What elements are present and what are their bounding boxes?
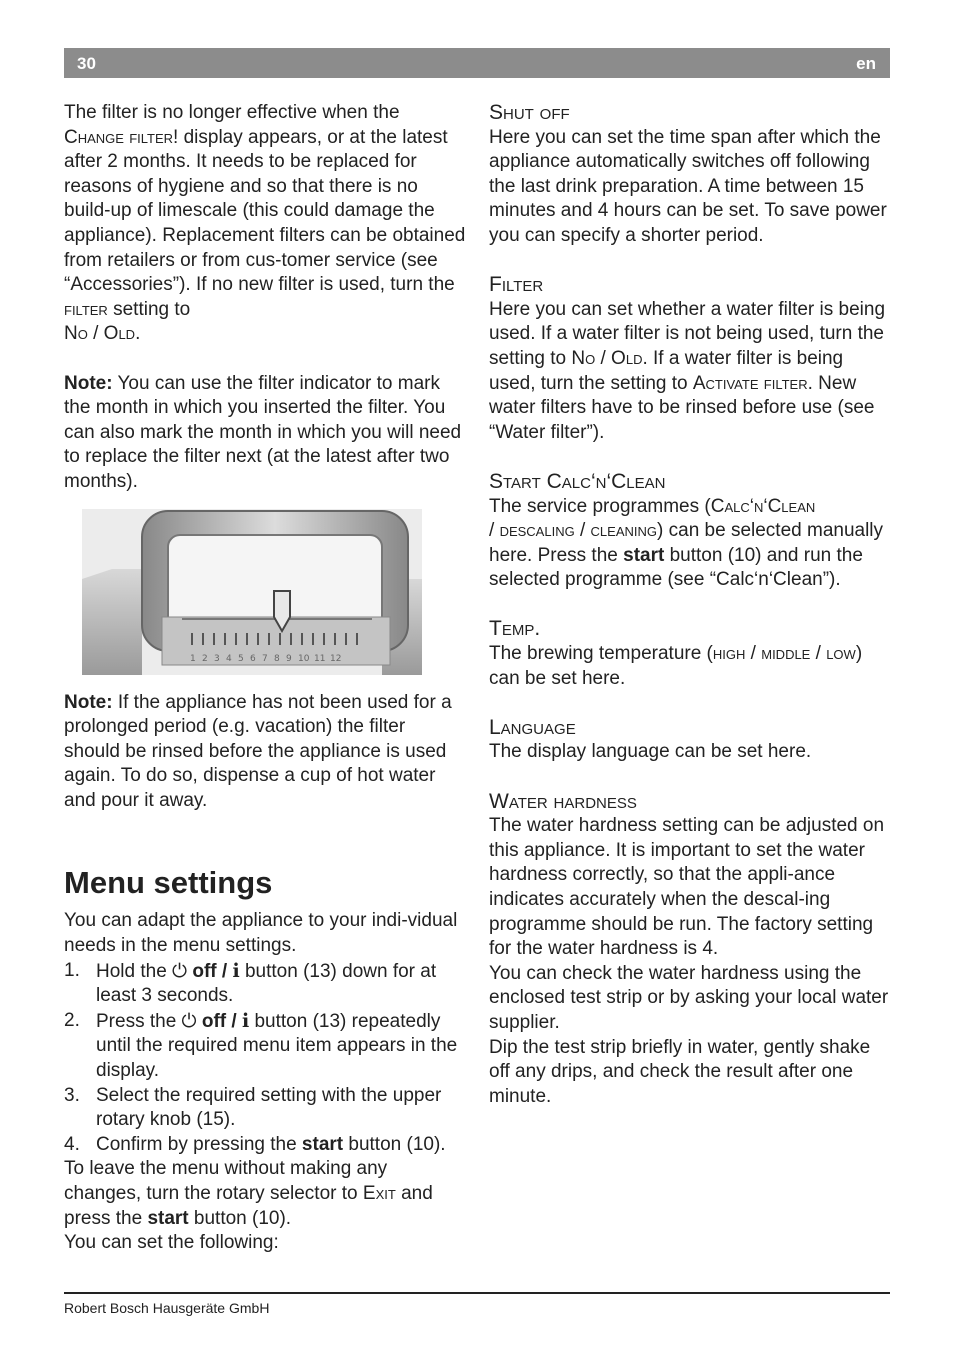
leave-menu-paragraph: To leave the menu without making any changes, turn the rotary selector to Exit and press the start button (10). bbox=[64, 1158, 433, 1229]
list-item: 1. Hold the ⏻ off / i button (13) down for at least 3 seconds. bbox=[64, 959, 437, 1007]
shut-off-text: Here you can set the time span after which the appliance automatically switches off following the last drink preparation. A time between 15 minutes and 4 hours can be set. To save power you can specify a shorter period. bbox=[489, 126, 887, 246]
scale-label: 10 bbox=[298, 653, 310, 664]
note-filter-indicator: Note: You can use the filter indicator to mark the month in which you inserted the filter. You can also mark the month in which you will need to replace the filter next (at the latest after two months). bbox=[64, 372, 462, 492]
left-column bbox=[64, 101, 466, 1256]
scale-label: 5 bbox=[238, 653, 244, 664]
list-item: 2. Press the ⏻ off / i button (13) repeatedly until the required menu item appears in the display. bbox=[64, 1009, 458, 1082]
filter-text: Here you can set whether a water filter is being used. If a water filter is not being used, turn the setting to No / Old. If a water filter is being used, turn the setting to Activate filter. New water filters have to be rinsed before use (see “Water filter”). bbox=[489, 298, 886, 443]
info-icon: i bbox=[232, 959, 240, 982]
scale-label: 4 bbox=[226, 653, 232, 664]
scale-label: 6 bbox=[250, 653, 256, 664]
scale-label: 2 bbox=[202, 653, 208, 664]
scale-label: 3 bbox=[214, 653, 220, 664]
page-number: 30 bbox=[77, 54, 96, 73]
heading-water-hardness: Water hardness bbox=[489, 789, 637, 813]
heading-start-calc-n-clean: Start Calc‘n‘Clean bbox=[489, 469, 666, 493]
heading-filter: Filter bbox=[489, 273, 544, 297]
menu-intro: You can adapt the appliance to your indi-vidual needs in the menu settings. bbox=[64, 910, 458, 957]
scale-label: 9 bbox=[286, 653, 292, 664]
water-hardness-text-3: Dip the test strip briefly in water, gently shake off any drips, and check the result after one minute. bbox=[489, 1036, 871, 1107]
heading-shut-off: Shut off bbox=[489, 101, 570, 124]
footer-company: Robert Bosch Hausgeräte GmbH bbox=[64, 1300, 270, 1316]
section-title-menu-settings: Menu settings bbox=[64, 865, 273, 901]
info-icon: i bbox=[241, 1009, 250, 1032]
filter-info-paragraph: The filter is no longer effective when the Change filter! display appears, or at the latest after 2 months. It needs to be replaced for reasons of hygiene and so that there is no build-up of limescale (this could damage the appliance). Replacement filters can be obtained from retailers or from cus-tomer service (see “Accessories”). If no new filter is used, turn the filter setting to No / Old. bbox=[64, 102, 466, 345]
temp-text: The brewing temperature (high / middle / low) can be set here. bbox=[489, 643, 863, 689]
calc-n-clean-text: The service programmes (Calc‘n‘Clean / descaling / cleaning) can be selected manually here. Press the start button (10) and run the selected programme (see “Calc‘n‘Clean”). bbox=[489, 495, 884, 591]
note-rinse-filter: Note: If the appliance has not been used for a prolonged period (e.g. vacation) the filter should be rinsed before the appliance is used again. To do so, dispense a cup of hot water and pour it away. bbox=[64, 691, 452, 811]
scale-label: 8 bbox=[274, 653, 280, 664]
footer-divider bbox=[64, 1292, 890, 1294]
menu-steps-list bbox=[64, 959, 466, 1158]
water-hardness-text-1: The water hardness setting can be adjusted on this appliance. It is important to set the water hardness correctly, so that the appli-ance indicates accurately when the descal-ing programme should be run. The factory setting for the water hardness is 4. bbox=[489, 815, 885, 960]
power-off-icon: ⏻ bbox=[172, 960, 188, 982]
right-column bbox=[489, 101, 890, 1109]
page-header-bar bbox=[64, 48, 890, 78]
filter-indicator-illustration bbox=[82, 509, 422, 675]
heading-language: Language bbox=[489, 715, 576, 739]
following-paragraph: You can set the following: bbox=[64, 1232, 279, 1254]
heading-temp: Temp. bbox=[489, 617, 541, 641]
water-hardness-text-2: You can check the water hardness using the enclosed test strip or by asking your local water supplier. bbox=[489, 962, 889, 1033]
scale-label: 1 bbox=[190, 653, 196, 664]
scale-label: 11 bbox=[314, 653, 326, 664]
list-item: 4. Confirm by pressing the start button (10). bbox=[64, 1133, 446, 1155]
language-code: en bbox=[856, 54, 876, 73]
scale-label: 7 bbox=[262, 653, 268, 664]
scale-label: 12 bbox=[330, 653, 342, 664]
list-item: 3. Select the required setting with the upper rotary knob (15). bbox=[64, 1084, 442, 1131]
language-text: The display language can be set here. bbox=[489, 741, 812, 763]
power-off-icon: ⏻ bbox=[181, 1010, 197, 1032]
